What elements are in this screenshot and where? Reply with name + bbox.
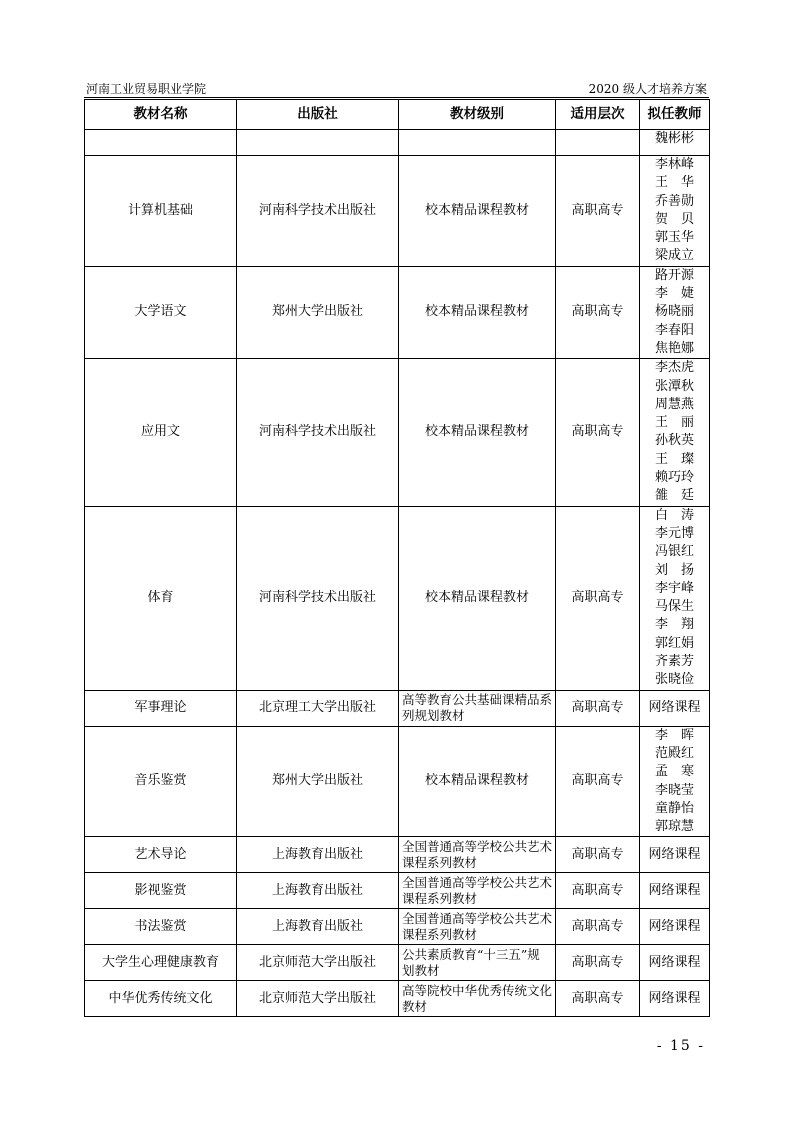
teacher-name: 李宇峰 xyxy=(654,580,694,596)
textbook-table xyxy=(84,99,710,1017)
table-row xyxy=(85,981,710,1017)
column-header: 教材名称 xyxy=(85,100,237,130)
cell-textbook-level: 校本精品课程教材 xyxy=(399,726,556,837)
cell-teachers xyxy=(640,266,710,358)
table-row xyxy=(85,130,710,156)
cell-teachers xyxy=(640,156,710,267)
cell-applicable-level: 高职高专 xyxy=(556,873,640,909)
teacher-name: 李林峰 xyxy=(654,157,694,172)
cell-teachers xyxy=(640,726,710,837)
cell-applicable-level: 高职高专 xyxy=(556,359,640,506)
cell-teachers xyxy=(640,837,710,873)
table-row xyxy=(85,359,710,506)
teacher-name: 梁成立 xyxy=(654,248,694,264)
header-rule xyxy=(84,97,709,98)
cell-applicable-level: 高职高专 xyxy=(556,266,640,358)
teacher-name: 杨晓丽 xyxy=(654,304,694,320)
cell-textbook-name: 计算机基础 xyxy=(85,156,237,267)
teacher-name: 刘 扬 xyxy=(654,562,694,578)
teacher-name: 李春阳 xyxy=(654,322,694,338)
table-row xyxy=(85,873,710,909)
table-row xyxy=(85,726,710,837)
teacher-name: 范殿红 xyxy=(654,745,694,761)
table-row xyxy=(85,506,710,690)
cell-textbook-level: 校本精品课程教材 xyxy=(399,359,556,506)
teacher-name: 李元博 xyxy=(654,525,694,541)
column-header: 拟任教师 xyxy=(640,100,710,130)
cell-textbook-name: 影视鉴赏 xyxy=(85,873,237,909)
teacher-name: 郭琼慧 xyxy=(654,819,694,835)
cell-textbook-name: 艺术导论 xyxy=(85,837,237,873)
cell-publisher: 上海教育出版社 xyxy=(237,873,399,909)
teacher-name: 赖巧玲 xyxy=(654,470,694,486)
teacher-name: 白 涛 xyxy=(654,507,694,523)
cell-textbook-level: 校本精品课程教材 xyxy=(399,506,556,690)
teacher-name: 网络课程 xyxy=(648,846,701,862)
cell-textbook-level: 全国普通高等学校公共艺术课程系列教材 xyxy=(399,837,556,873)
cell-textbook-name: 中华优秀传统文化 xyxy=(85,981,237,1017)
cell-teachers xyxy=(640,873,710,909)
cell-publisher xyxy=(237,130,399,156)
header-institution: 河南工业贸易职业学院 xyxy=(86,82,207,96)
cell-applicable-level: 高职高专 xyxy=(556,726,640,837)
table-row xyxy=(85,909,710,945)
teacher-name: 李 翔 xyxy=(654,617,694,633)
teacher-name: 网络课程 xyxy=(648,882,701,898)
cell-applicable-level: 高职高专 xyxy=(556,981,640,1017)
cell-teachers xyxy=(640,359,710,506)
teacher-name: 网络课程 xyxy=(648,954,701,970)
table-header-row xyxy=(85,100,710,130)
cell-textbook-name xyxy=(85,130,237,156)
cell-teachers xyxy=(640,981,710,1017)
cell-publisher: 北京师范大学出版社 xyxy=(237,981,399,1017)
teacher-name: 魏彬彬 xyxy=(654,131,694,146)
teacher-name: 王 华 xyxy=(654,175,694,191)
teacher-name: 孟 寒 xyxy=(654,764,694,780)
table-row xyxy=(85,945,710,981)
teacher-name: 焦艳娜 xyxy=(654,340,694,356)
cell-publisher: 上海教育出版社 xyxy=(237,909,399,945)
teacher-name: 郭玉华 xyxy=(654,230,694,246)
cell-teachers xyxy=(640,506,710,690)
page-header xyxy=(84,76,709,98)
cell-textbook-name: 音乐鉴赏 xyxy=(85,726,237,837)
cell-applicable-level: 高职高专 xyxy=(556,909,640,945)
teacher-name: 乔善勋 xyxy=(654,193,694,209)
cell-applicable-level: 高职高专 xyxy=(556,156,640,267)
teacher-name: 张晓俭 xyxy=(654,672,694,688)
table-row xyxy=(85,156,710,267)
column-header: 出版社 xyxy=(237,100,399,130)
table-body xyxy=(85,130,710,1017)
table-row xyxy=(85,837,710,873)
header-document-title: 2020 级人才培养方案 xyxy=(588,82,707,96)
teacher-name: 王 丽 xyxy=(654,415,694,431)
cell-publisher: 河南科学技术出版社 xyxy=(237,156,399,267)
teacher-name: 齐素芳 xyxy=(654,654,694,670)
cell-applicable-level: 高职高专 xyxy=(556,506,640,690)
cell-textbook-level: 高等院校中华优秀传统文化教材 xyxy=(399,981,556,1017)
cell-textbook-name: 大学语文 xyxy=(85,266,237,358)
cell-publisher: 河南科学技术出版社 xyxy=(237,359,399,506)
cell-textbook-name: 书法鉴赏 xyxy=(85,909,237,945)
teacher-name: 郭红娟 xyxy=(654,635,694,651)
cell-applicable-level: 高职高专 xyxy=(556,945,640,981)
teacher-name: 王 璨 xyxy=(654,451,694,467)
teacher-name: 网络课程 xyxy=(648,699,701,715)
teacher-name: 李杰虎 xyxy=(654,360,694,376)
cell-applicable-level xyxy=(556,130,640,156)
cell-applicable-level: 高职高专 xyxy=(556,837,640,873)
teacher-name: 网络课程 xyxy=(648,918,701,934)
cell-publisher: 河南科学技术出版社 xyxy=(237,506,399,690)
teacher-name: 网络课程 xyxy=(648,990,701,1006)
cell-textbook-name: 应用文 xyxy=(85,359,237,506)
teacher-name: 贺 贝 xyxy=(654,211,694,227)
cell-publisher: 上海教育出版社 xyxy=(237,837,399,873)
teacher-name: 雒 廷 xyxy=(654,488,694,504)
table-row xyxy=(85,266,710,358)
cell-textbook-level: 校本精品课程教材 xyxy=(399,266,556,358)
teacher-name: 李 婕 xyxy=(654,286,694,302)
cell-textbook-level: 全国普通高等学校公共艺术课程系列教材 xyxy=(399,873,556,909)
cell-teachers xyxy=(640,909,710,945)
cell-textbook-level xyxy=(399,130,556,156)
cell-publisher: 郑州大学出版社 xyxy=(237,266,399,358)
cell-textbook-level: 全国普通高等学校公共艺术课程系列教材 xyxy=(399,909,556,945)
cell-textbook-name: 军事理论 xyxy=(85,690,237,726)
teacher-name: 李晓莹 xyxy=(654,782,694,798)
cell-applicable-level: 高职高专 xyxy=(556,690,640,726)
cell-publisher: 郑州大学出版社 xyxy=(237,726,399,837)
cell-textbook-level: 校本精品课程教材 xyxy=(399,156,556,267)
cell-teachers xyxy=(640,690,710,726)
teacher-name: 李 晖 xyxy=(654,727,694,743)
teacher-name: 孙秋英 xyxy=(654,433,694,449)
column-header: 适用层次 xyxy=(556,100,640,130)
teacher-name: 张潭秋 xyxy=(654,378,694,394)
table-row xyxy=(85,690,710,726)
cell-textbook-level: 公共素质教育“十三五”规划教材 xyxy=(399,945,556,981)
teacher-name: 冯银红 xyxy=(654,544,694,560)
cell-teachers xyxy=(640,130,710,156)
teacher-name: 马保生 xyxy=(654,599,694,615)
page-number: - 15 - xyxy=(656,1038,705,1054)
cell-textbook-name: 大学生心理健康教育 xyxy=(85,945,237,981)
column-header: 教材级别 xyxy=(399,100,556,130)
teacher-name: 周慧燕 xyxy=(654,396,694,412)
cell-textbook-name: 体育 xyxy=(85,506,237,690)
cell-teachers xyxy=(640,945,710,981)
cell-textbook-level: 高等教育公共基础课精品系列规划教材 xyxy=(399,690,556,726)
teacher-name: 路开源 xyxy=(654,267,694,283)
teacher-name: 童静怡 xyxy=(654,800,694,816)
cell-publisher: 北京师范大学出版社 xyxy=(237,945,399,981)
cell-publisher: 北京理工大学出版社 xyxy=(237,690,399,726)
